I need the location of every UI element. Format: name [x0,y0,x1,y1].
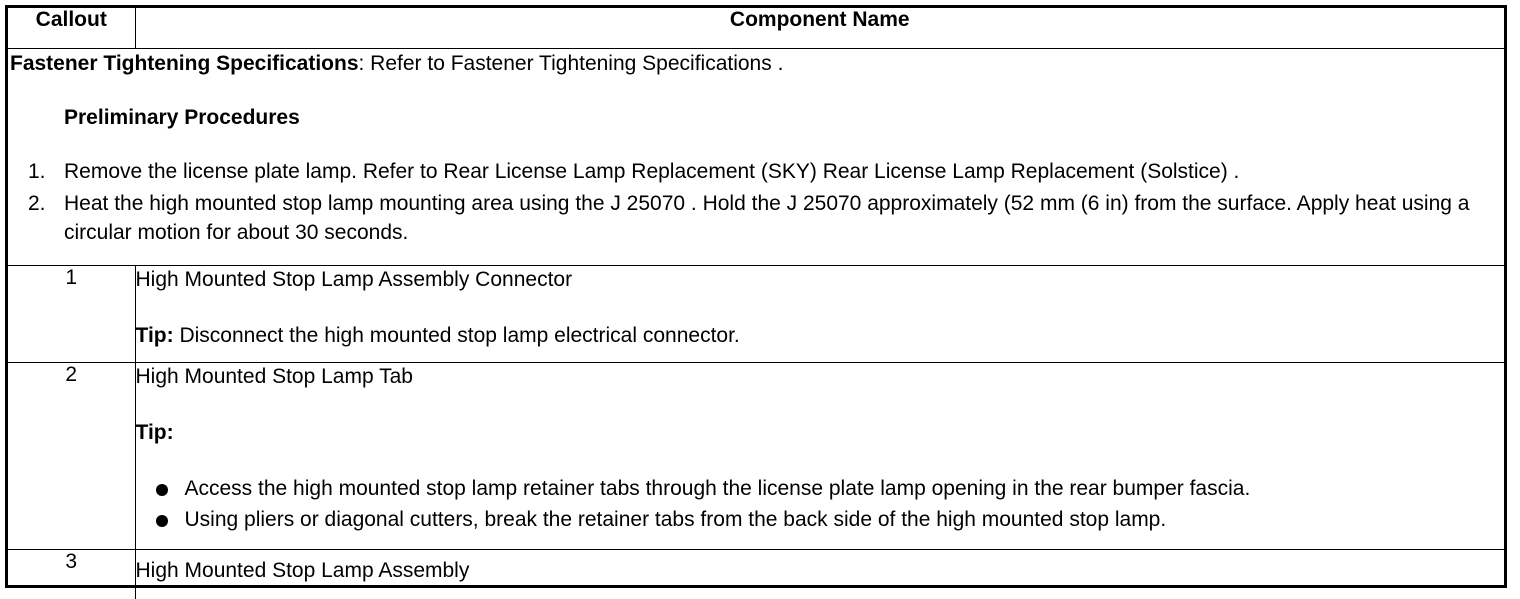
callout-column-header: Callout [8,8,135,49]
component-name: High Mounted Stop Lamp Assembly Connector [136,266,1505,294]
component-name: High Mounted Stop Lamp Tab [136,363,1505,391]
document-table-frame [5,5,1507,588]
preliminary-steps-list [8,157,1504,247]
tip-line [136,322,1505,350]
preliminary-cell [8,49,1504,266]
list-item [136,475,1505,503]
table-row [8,363,1504,550]
tip-text: Disconnect the high mounted stop lamp electrical connector. [174,324,740,347]
table-row [8,266,1504,363]
step-text: Remove the license plate lamp. Refer to Rear License Lamp Replacement (SKY) Rear License Lamp Replacement (Solstice) . [64,160,1239,183]
bullet-text: Access the high mounted stop lamp retainer tabs through the license plate lamp opening in the rear bumper fascia. [185,477,1251,500]
list-item [8,189,1504,247]
preliminary-procedures-title: Preliminary Procedures [64,103,1504,132]
component-name: High Mounted Stop Lamp Assembly [136,557,1505,585]
preliminary-row [8,49,1504,266]
bullet-text: Using pliers or diagonal cutters, break the retainer tabs from the back side of the high mounted stop lamp. [185,508,1167,531]
step-text: Heat the high mounted stop lamp mounting area using the J 25070 . Hold the J 25070 approximately (52 mm (6 in) from the surface. Apply heat using a circular motion for about 30 seconds. [64,192,1469,244]
step-number: 2. [28,189,46,218]
tip-bullet-list [136,475,1505,534]
callout-cell: 2 [8,363,135,550]
table-header-row [8,8,1504,49]
bullet-icon [156,515,168,527]
component-cell [135,363,1504,550]
component-cell [135,266,1504,363]
component-name-column-header: Component Name [135,8,1504,49]
fastener-spec-line [8,49,1504,78]
component-cell [135,550,1504,599]
table-row [8,550,1504,599]
fastener-spec-text: : Refer to Fastener Tightening Specifications . [359,52,784,75]
callout-cell: 3 [8,550,135,599]
bullet-icon [156,484,168,496]
callout-cell: 1 [8,266,135,363]
list-item [8,157,1504,186]
fastener-spec-label: Fastener Tightening Specifications [10,52,359,75]
step-number: 1. [28,157,46,186]
tip-label: Tip: [136,324,174,347]
component-table [8,8,1504,599]
tip-label: Tip: [136,421,174,444]
tip-line [136,419,1505,447]
list-item [136,506,1505,534]
